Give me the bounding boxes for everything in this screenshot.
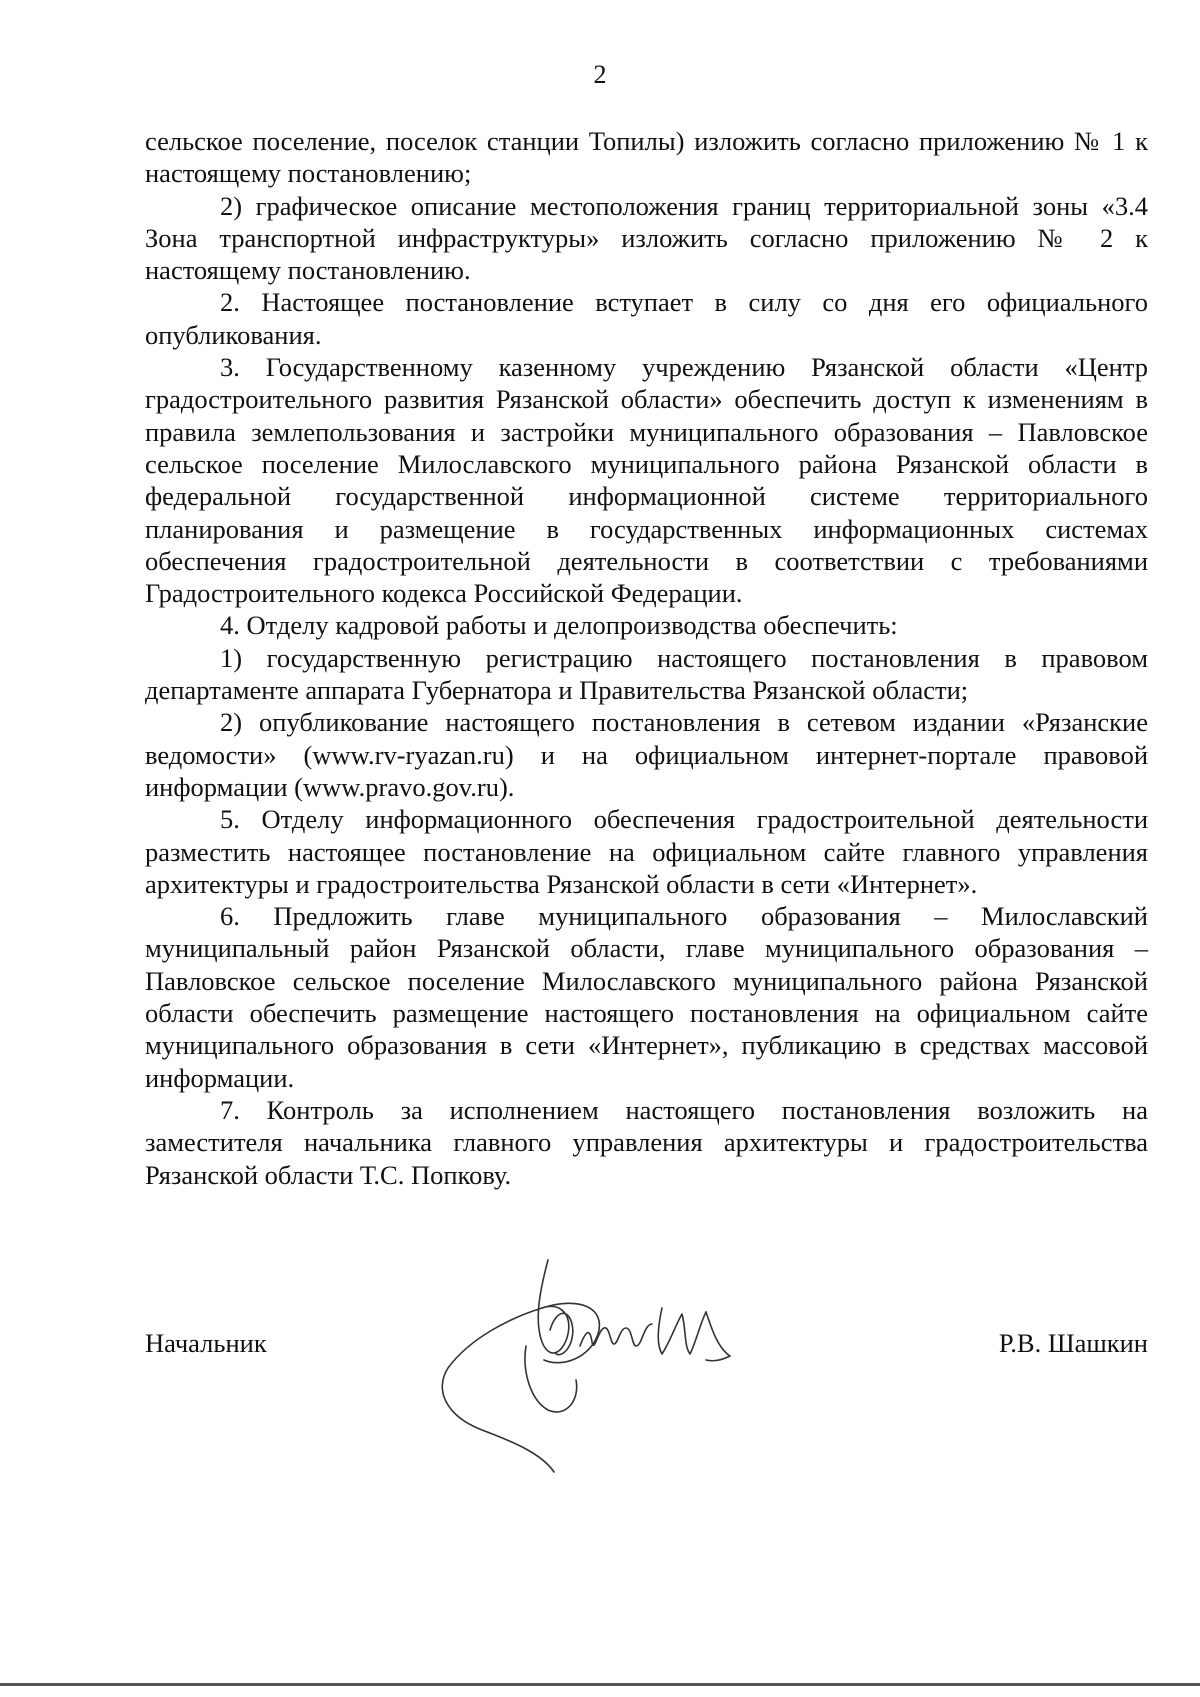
paragraph-item-4-1: 1) государственную регистрацию настоящего постановления в правовом департаменте аппарата Губернатора и Правительства Рязанской области;: [145, 642, 1148, 706]
paragraph-item-3: 3. Государственному казенному учреждению Рязанской области «Центр градостроительного развития Рязанской области» обеспечить доступ к изменениям в правила землепользования и застройки муниципального образования – Павловское сельское поселение Милославского муниципального района Рязанской области в федеральной государственной информационной системе территориального планирования и размещение в государственных информационных системах обеспечения градостроительной деятельности в соответствии с требованиями Градостроительного кодекса Российской Федерации.: [145, 352, 1148, 609]
paragraph-item-4: 4. Отделу кадровой работы и делопроизводства обеспечить:: [220, 610, 898, 641]
paragraph-item-4-2: 2) опубликование настоящего постановления в сетевом издании «Рязанские ведомости» (www.rv-ryazan.ru) и на официальном интернет-портале правовой информации (www.pravo.gov.ru).: [145, 707, 1148, 802]
paragraph-item-7: 7. Контроль за исполнением настоящего постановления возложить на заместителя начальника главного управления архитектуры и градостроительства Рязанской области Т.С. Попкову.: [145, 1094, 1148, 1190]
handwritten-signature: [430, 1250, 790, 1480]
signatory-title: Начальник: [145, 1328, 267, 1358]
signatory-name: Р.В. Шашкин: [998, 1328, 1148, 1358]
page-number: 2: [593, 60, 607, 89]
paragraph-item-6: 6. Предложить главе муниципального образования – Милославский муниципальный район Рязанской области, главе муниципального образования – Павловское сельское поселение Милославского муниципального района Рязанской области обеспечить размещение настоящего постановления на официальном сайте муниципального образования в сети «Интернет», публикацию в средствах массовой информации.: [145, 901, 1148, 1093]
paragraph-item-1-2: 2) графическое описание местоположения границ территориальной зоны «3.4 Зона транспортной инфраструктуры» изложить согласно приложению № 2 к настоящему постановлению.: [145, 190, 1148, 286]
paragraph-continuation: сельское поселение, поселок станции Топилы) изложить согласно приложению № 1 к настоящему постановлению;: [145, 126, 1148, 189]
document-body: [145, 125, 1148, 1191]
paragraph-item-5: 5. Отделу информационного обеспечения градостроительной деятельности разместить настоящее постановление на официальном сайте главного управления архитектуры и градостроительства Рязанской области в сети «Интернет».: [145, 804, 1148, 899]
paragraph-item-2: 2. Настоящее постановление вступает в силу со дня его официального опубликования.: [145, 287, 1148, 350]
scan-bottom-edge: [0, 1683, 1200, 1686]
